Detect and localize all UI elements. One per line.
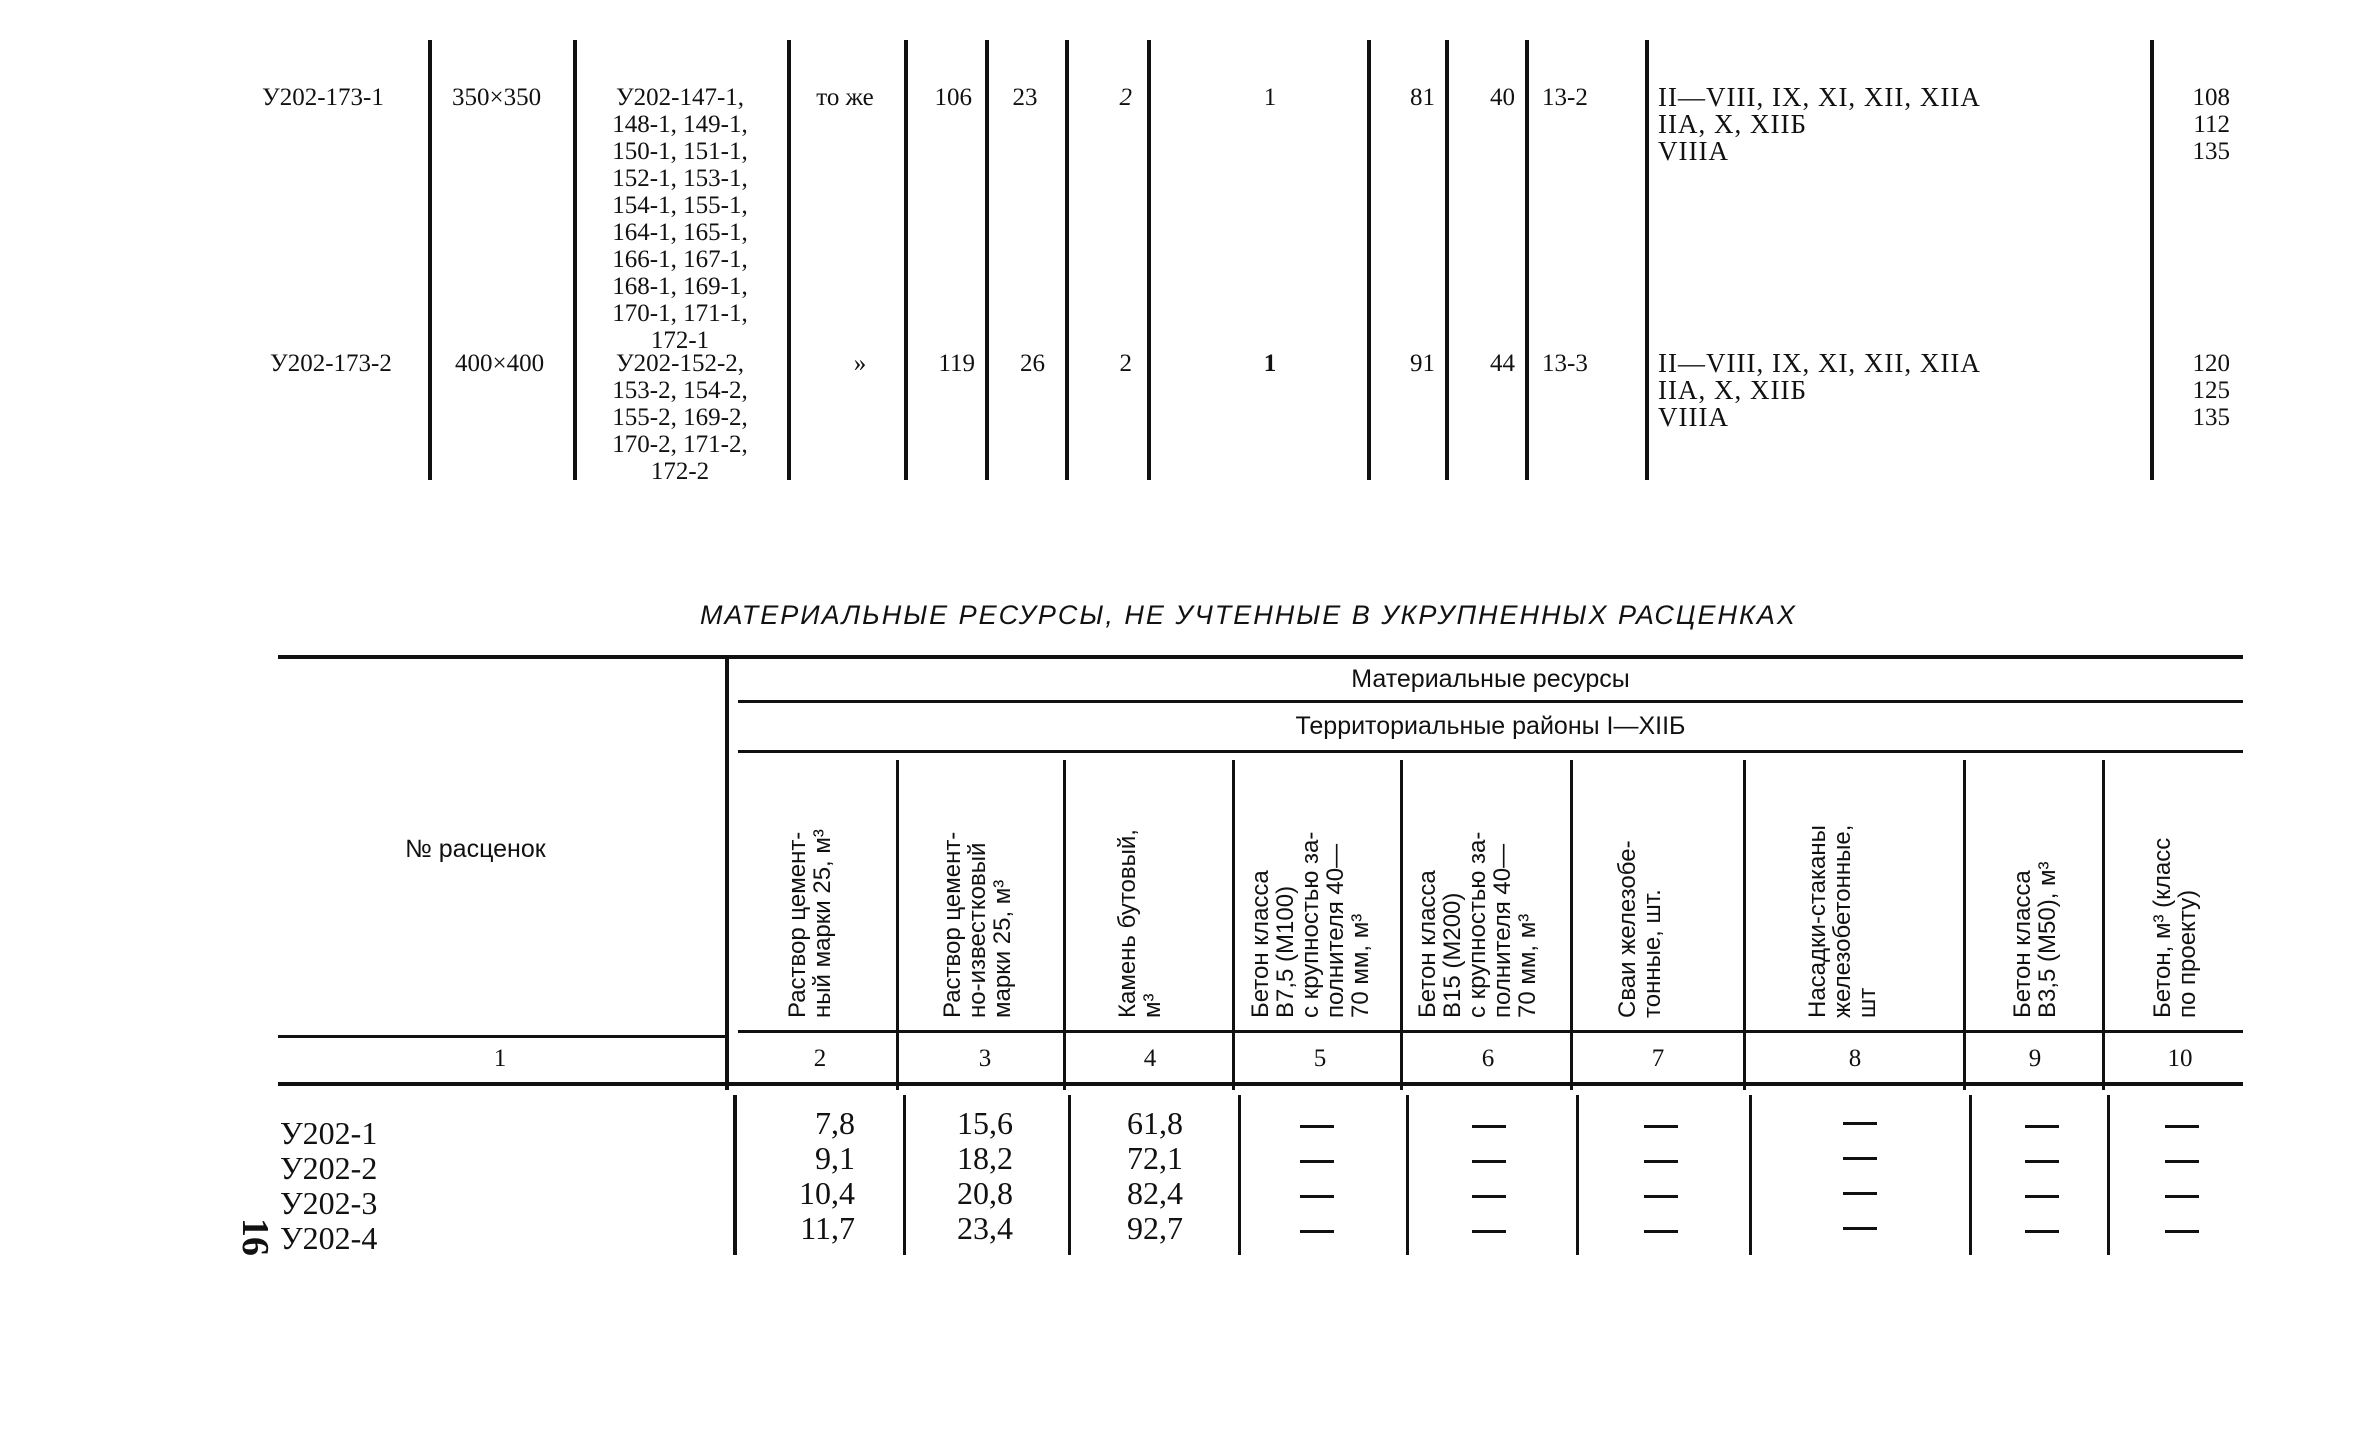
vertical-rule: [1570, 760, 1573, 1090]
row-code: У202-2: [280, 1150, 378, 1186]
row-note: »: [853, 350, 867, 377]
vertical-rule: [1232, 760, 1235, 1090]
empty-dash: [1843, 1157, 1877, 1160]
vertical-rule: [1238, 1095, 1241, 1255]
empty-dash: [1472, 1125, 1506, 1128]
row-value: 40: [1490, 84, 1515, 111]
vertical-rule: [1445, 40, 1449, 480]
column-number: 1: [493, 1045, 507, 1072]
row-value: 1: [1263, 84, 1277, 111]
row-value: 44: [1490, 350, 1515, 377]
vertical-rule: [1065, 40, 1069, 480]
number-row-rule: [278, 1035, 728, 1038]
row-note: то же: [816, 84, 874, 111]
empty-dash: [1472, 1230, 1506, 1233]
vertical-rule: [985, 40, 989, 480]
column-number: 7: [1651, 1045, 1665, 1072]
vertical-rule: [1400, 760, 1403, 1090]
row-value: 26: [1020, 350, 1045, 377]
header-rule: [738, 700, 2243, 703]
row-values: 120 125 135: [2192, 350, 2230, 431]
empty-dash: [1300, 1230, 1334, 1233]
row-value: 23: [1012, 84, 1038, 111]
cell-value: 23,4: [957, 1210, 1013, 1246]
column-header: Бетон, м³ (класс по проекту): [2149, 837, 2201, 1018]
vertical-rule: [903, 1095, 906, 1255]
row-districts: II—VIII, IX, XI, XII, XIIA IIA, X, XIIБ VIIIA: [1658, 82, 1981, 166]
page-number: 16: [234, 1218, 276, 1256]
row-size: 400×400: [455, 350, 545, 377]
cell-value: 20,8: [957, 1175, 1013, 1211]
row-value: 119: [938, 350, 975, 377]
column-number: 5: [1313, 1045, 1327, 1072]
column-number: 9: [2028, 1045, 2042, 1072]
cell-value: 82,4: [1127, 1175, 1183, 1211]
row-value: 13-2: [1542, 84, 1588, 111]
row-value: 2: [1119, 84, 1132, 111]
number-row-rule: [738, 1030, 2243, 1033]
cell-value: 11,7: [800, 1210, 855, 1246]
vertical-rule: [1576, 1095, 1579, 1255]
row-header: № расценок: [405, 835, 546, 863]
vertical-rule: [2150, 40, 2154, 480]
empty-dash: [1644, 1195, 1678, 1198]
row-size: 350×350: [452, 84, 542, 111]
section-title: МАТЕРИАЛЬНЫЕ РЕСУРСЫ, НЕ УЧТЕННЫЕ В УКРУПНЕННЫХ РАСЦЕНКАХ: [700, 600, 1797, 630]
row-code: У202-1: [280, 1115, 378, 1151]
empty-dash: [1300, 1125, 1334, 1128]
empty-dash: [2025, 1230, 2059, 1233]
cell-value: 72,1: [1127, 1140, 1183, 1176]
vertical-rule: [1406, 1095, 1409, 1255]
empty-dash: [1644, 1160, 1678, 1163]
row-values: 108 112 135: [2192, 84, 2230, 165]
table-top-rule: [278, 655, 2243, 659]
row-value: 106: [934, 84, 972, 111]
column-header: Бетон класса B3,5 (М50), м³: [2009, 861, 2061, 1018]
column-number: 2: [813, 1045, 827, 1072]
header-rule: [738, 750, 2243, 753]
row-code: У202-4: [280, 1220, 378, 1256]
vertical-rule: [573, 40, 577, 480]
cell-value: 61,8: [1127, 1105, 1183, 1141]
empty-dash: [2165, 1230, 2199, 1233]
cell-value: 7,8: [815, 1105, 855, 1141]
empty-dash: [2025, 1195, 2059, 1198]
empty-dash: [1644, 1230, 1678, 1233]
column-header: Раствор цемент- но-известковый марки 25, м³: [939, 831, 1016, 1018]
vertical-rule: [1063, 760, 1066, 1090]
empty-dash: [1644, 1125, 1678, 1128]
cell-value: 10,4: [799, 1175, 855, 1211]
empty-dash: [1472, 1160, 1506, 1163]
cell-value: 18,2: [957, 1140, 1013, 1176]
cell-value: 15,6: [957, 1105, 1013, 1141]
column-header: Раствор цемент- ный марки 25, м³: [784, 829, 836, 1018]
empty-dash: [1843, 1227, 1877, 1230]
empty-dash: [2025, 1160, 2059, 1163]
cell-value: 9,1: [815, 1140, 855, 1176]
empty-dash: [2025, 1125, 2059, 1128]
empty-dash: [2165, 1125, 2199, 1128]
vertical-rule: [896, 760, 899, 1090]
vertical-rule: [1525, 40, 1529, 480]
subgroup-header: Территориальные районы I—XIIБ: [1295, 712, 1686, 740]
column-header: Бетон класса B15 (М200) с крупностью за- полнителя 40— 70 мм, м³: [1414, 831, 1541, 1018]
empty-dash: [1843, 1192, 1877, 1195]
cell-value: 92,7: [1127, 1210, 1183, 1246]
empty-dash: [2165, 1195, 2199, 1198]
vertical-rule: [1645, 40, 1649, 480]
vertical-rule: [725, 658, 729, 1090]
vertical-rule: [787, 40, 791, 480]
empty-dash: [1300, 1160, 1334, 1163]
empty-dash: [2165, 1160, 2199, 1163]
row-refs: У202-147-1, 148-1, 149-1, 150-1, 151-1, 152-1, 153-1, 154-1, 155-1, 164-1, 165-1, 166-1, 167-1, 168-1, 169-1, 170-1, 171-1, 172-1: [612, 84, 748, 354]
vertical-rule: [1068, 1095, 1071, 1255]
row-code: У202-3: [280, 1185, 378, 1221]
vertical-rule: [1969, 1095, 1972, 1255]
vertical-rule: [1749, 1095, 1752, 1255]
row-value: 13-3: [1542, 350, 1588, 377]
vertical-rule: [1147, 40, 1151, 480]
row-districts: II—VIII, IX, XI, XII, XIIA IIA, X, XIIБ VIIIA: [1658, 348, 1981, 432]
row-value: 1: [1263, 350, 1277, 377]
column-number: 3: [978, 1045, 992, 1072]
column-number: 6: [1481, 1045, 1495, 1072]
vertical-rule: [428, 40, 432, 480]
number-row-bottom-rule: [278, 1082, 2243, 1086]
column-header: Насадки-стаканы железобетонные, шт: [1804, 824, 1881, 1018]
row-value: 81: [1410, 84, 1435, 111]
vertical-rule: [904, 40, 908, 480]
vertical-rule: [2102, 760, 2105, 1090]
empty-dash: [1300, 1195, 1334, 1198]
row-value: 91: [1410, 350, 1435, 377]
vertical-rule: [1963, 760, 1966, 1090]
column-header: Сваи железобе- тонные, шт.: [1614, 840, 1666, 1018]
column-number: 10: [2167, 1045, 2193, 1072]
column-number: 8: [1848, 1045, 1862, 1072]
row-refs: У202-152-2, 153-2, 154-2, 155-2, 169-2, 170-2, 171-2, 172-2: [612, 350, 748, 485]
column-header: Камень бутовый, м³: [1114, 829, 1166, 1018]
row-code: У202-173-1: [262, 84, 384, 111]
vertical-rule: [1743, 760, 1746, 1090]
group-header: Материальные ресурсы: [1351, 665, 1630, 693]
vertical-rule: [2107, 1095, 2110, 1255]
empty-dash: [1472, 1195, 1506, 1198]
row-value: 2: [1119, 350, 1132, 377]
empty-dash: [1843, 1122, 1877, 1125]
column-number: 4: [1143, 1045, 1157, 1072]
column-header: Бетон класса B7,5 (М100) с крупностью за- полнителя 40— 70 мм, м³: [1247, 831, 1374, 1018]
row-code: У202-173-2: [270, 350, 392, 377]
vertical-rule: [733, 1095, 737, 1255]
